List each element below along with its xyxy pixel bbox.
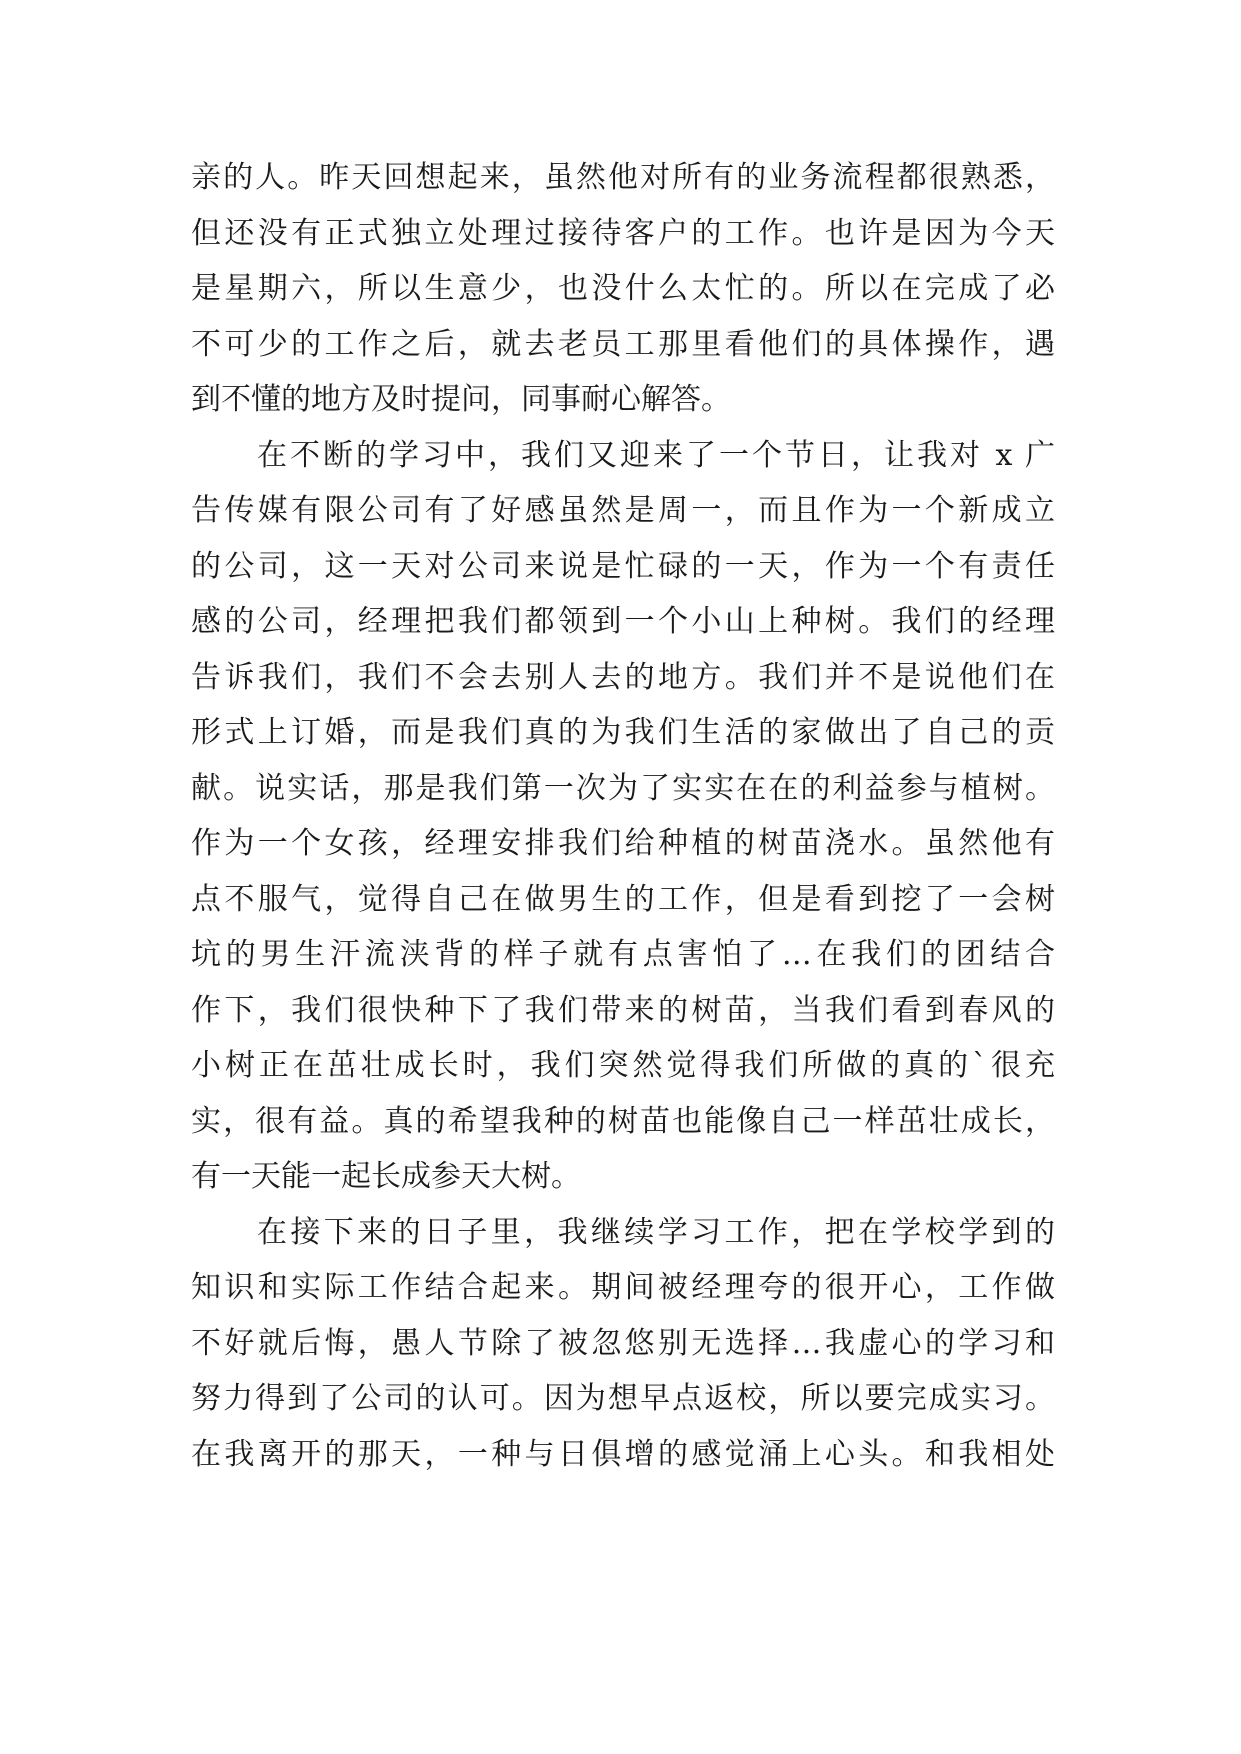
text-line: 但还没有正式独立处理过接待客户的工作。也许是因为今天 bbox=[191, 215, 1055, 251]
text-line: 实，很有益。真的希望我种的树苗也能像自己一样茁壮成长， bbox=[191, 1103, 1055, 1139]
text-line: 告传媒有限公司有了好感虽然是周一，而且作为一个新成立 bbox=[191, 493, 1055, 528]
text-line: 作下，我们很快种下了我们带来的树苗，当我们看到春风的 bbox=[191, 992, 1055, 1028]
text-line: 感的公司，经理把我们都领到一个小山上种树。我们的经理 bbox=[191, 604, 1055, 639]
text-line: 的公司，这一天对公司来说是忙碌的一天，作为一个有责任 bbox=[191, 548, 1055, 584]
text-line: 亲的人。昨天回想起来，虽然他对所有的业务流程都很熟悉， bbox=[191, 160, 1055, 195]
text-line: 在不断的学习中，我们又迎来了一个节日，让我对 x 广 bbox=[257, 437, 1055, 473]
text-line: 是星期六，所以生意少，也没什么太忙的。所以在完成了必 bbox=[191, 271, 1055, 306]
text-line: 作为一个女孩，经理安排我们给种植的树苗浇水。虽然他有 bbox=[191, 826, 1055, 861]
text-line: 知识和实际工作结合起来。期间被经理夸的很开心，工作做 bbox=[191, 1270, 1055, 1305]
text-line: 在我离开的那天，一种与日俱增的感觉涌上心头。和我相处 bbox=[191, 1436, 1055, 1472]
text-line: 努力得到了公司的认可。因为想早点返校，所以要完成实习。 bbox=[191, 1381, 1055, 1416]
text-line: 不可少的工作之后，就去老员工那里看他们的具体操作，遇 bbox=[191, 326, 1055, 362]
body-text bbox=[191, 150, 1055, 1482]
text-line: 小树正在茁壮成长时，我们突然觉得我们所做的真的`很充 bbox=[191, 1048, 1055, 1083]
text-line: 坑的男生汗流浃背的样子就有点害怕了…在我们的团结合 bbox=[191, 937, 1055, 972]
text-line: 告诉我们，我们不会去别人去的地方。我们并不是说他们在 bbox=[191, 659, 1055, 695]
text-line: 不好就后悔，愚人节除了被忽悠别无选择…我虚心的学习和 bbox=[191, 1325, 1055, 1361]
text-line: 有一天能一起长成参天大树。 bbox=[191, 1159, 581, 1194]
text-line: 在接下来的日子里，我继续学习工作，把在学校学到的 bbox=[257, 1214, 1055, 1250]
text-line: 形式上订婚，而是我们真的为我们生活的家做出了自己的贡 bbox=[191, 715, 1055, 750]
text-line: 到不懂的地方及时提问，同事耐心解答。 bbox=[191, 382, 731, 417]
text-line: 点不服气，觉得自己在做男生的工作，但是看到挖了一会树 bbox=[191, 881, 1055, 917]
text-line: 献。说实话，那是我们第一次为了实实在在的利益参与植树。 bbox=[191, 770, 1055, 806]
